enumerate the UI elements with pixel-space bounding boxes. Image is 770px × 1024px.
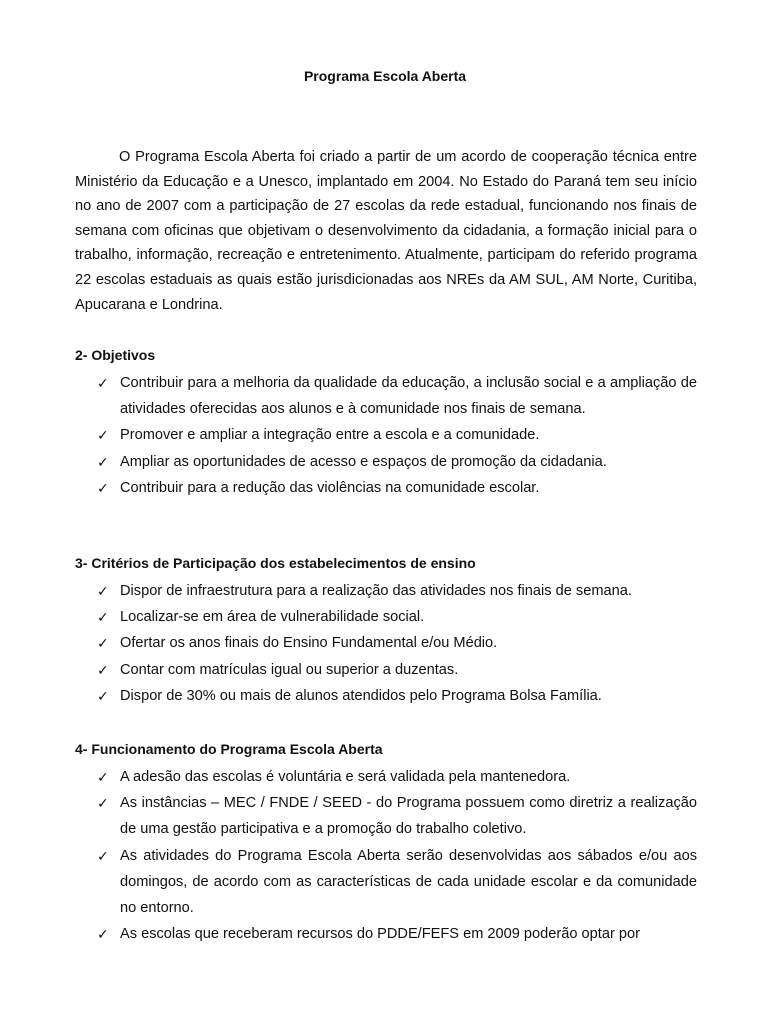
list-item-text: Ampliar as oportunidades de acesso e espaços de promoção da cidadania. [120, 453, 607, 470]
list-item [75, 422, 697, 448]
section-criterios [75, 554, 697, 709]
section-funcionamento [75, 740, 697, 947]
check-icon: ✓ [97, 687, 109, 704]
check-icon: ✓ [97, 769, 109, 785]
check-icon: ✓ [97, 847, 109, 864]
list-item-text: As escolas que receberam recursos do PDDE/FEFS em 2009 poderão optar por [120, 926, 640, 943]
section-heading: 2- Objetivos [75, 347, 156, 363]
list-item [75, 578, 697, 604]
check-icon: ✓ [97, 453, 109, 470]
list-item-text: Localizar-se em área de vulnerabilidade social. [120, 609, 425, 626]
list-item-text: As atividades do Programa Escola Aberta serão desenvolvidas aos sábados e/ou aos domingos, de acordo com as características de cada unidade escolar e da comunidade no entorno. [120, 847, 697, 917]
list-item [75, 657, 697, 683]
list-item [75, 921, 697, 947]
list-item [75, 604, 697, 630]
list-item-text: Contribuir para a melhoria da qualidade da educação, a inclusão social e a ampliação de atividades oferecidas aos alunos e à comunidade nos finais de semana. [120, 375, 697, 418]
list-item [75, 683, 697, 709]
list-item [75, 370, 697, 422]
check-icon: ✓ [97, 479, 109, 496]
list-item-text: Dispor de infraestrutura para a realização das atividades nos finais de semana. [120, 583, 632, 599]
check-icon: ✓ [97, 609, 109, 626]
check-icon: ✓ [97, 661, 109, 678]
bullet-list [75, 578, 697, 709]
list-item [75, 630, 697, 656]
list-item-text: Promover e ampliar a integração entre a escola e a comunidade. [120, 427, 540, 444]
list-item-text: Contar com matrículas igual ou superior a duzentas. [120, 661, 459, 678]
bullet-list [75, 764, 697, 947]
list-item [75, 475, 697, 501]
list-item-text: Dispor de 30% ou mais de alunos atendidos pelo Programa Bolsa Família. [120, 687, 602, 704]
check-icon: ✓ [97, 635, 109, 652]
list-item [75, 790, 697, 842]
list-item [75, 449, 697, 475]
list-item [75, 843, 697, 922]
section-objetivos [75, 346, 697, 501]
list-item-text: A adesão das escolas é voluntária e será validada pela mantenedora. [120, 769, 571, 785]
check-icon: ✓ [97, 375, 109, 391]
section-heading: 4- Funcionamento do Programa Escola Aberta [75, 741, 383, 757]
list-item [75, 764, 697, 790]
list-item-text: Ofertar os anos finais do Ensino Fundamental e/ou Médio. [120, 635, 498, 652]
check-icon: ✓ [97, 926, 109, 943]
bullet-list [75, 370, 697, 501]
intro-paragraph: O Programa Escola Aberta foi criado a partir de um acordo de cooperação técnica entre Ministério da Educação e a Unesco, implantado em 2004. No Estado do Paraná tem seu início no ano de 2007 com a participação de 27 escolas da rede estadual, funcionando nos finais de semana com oficinas que objetivam o desenvolvimento da cidadania, a formação inicial para o trabalho, informação, recreação e entretenimento. Atualmente, participam do referido programa 22 escolas estaduais as quais estão jurisdicionadas aos NREs da AM SUL, AM Norte, Curitiba, Apucarana e Londrina. [75, 149, 697, 313]
check-icon: ✓ [97, 583, 109, 599]
list-item-text: As instâncias – MEC / FNDE / SEED - do Programa possuem como diretriz a realização de uma gestão participativa e a promoção do trabalho coletivo. [120, 795, 697, 838]
check-icon: ✓ [97, 795, 109, 812]
check-icon: ✓ [97, 427, 109, 444]
list-item-text: Contribuir para a redução das violências na comunidade escolar. [120, 479, 540, 496]
document-title: Programa Escola Aberta [303, 68, 467, 84]
section-heading: 3- Critérios de Participação dos estabelecimentos de ensino [75, 555, 476, 571]
